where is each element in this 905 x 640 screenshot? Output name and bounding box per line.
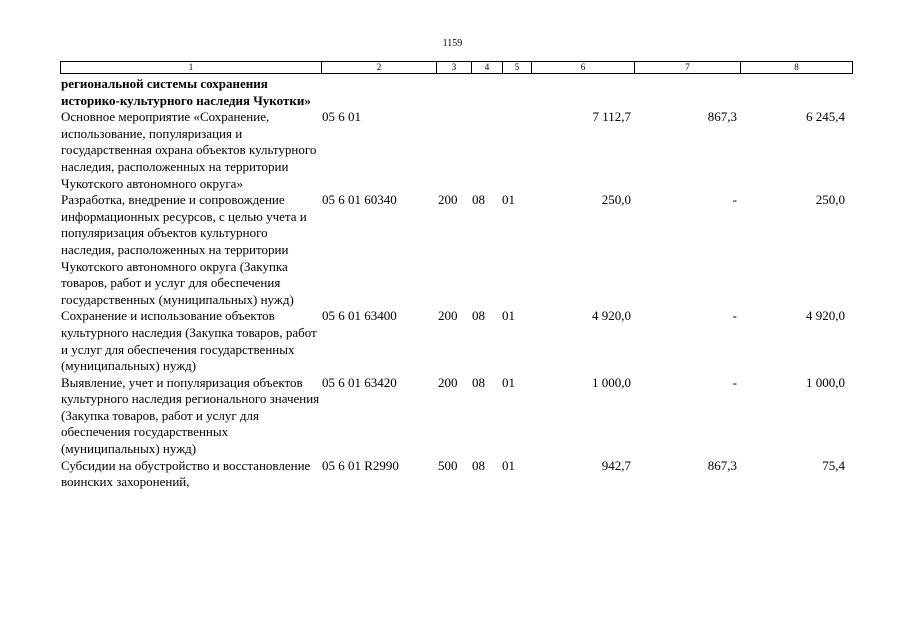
row-col-3: 200 bbox=[438, 192, 458, 208]
row-value-6: 7 112,7 bbox=[592, 109, 631, 125]
row-col-4: 08 bbox=[472, 457, 485, 473]
row-col-3: 500 bbox=[438, 457, 458, 473]
row-code: 05 6 01 bbox=[322, 109, 361, 125]
header-col-1: 1 bbox=[61, 62, 322, 73]
table-row bbox=[0, 308, 905, 374]
row-col-3: 200 bbox=[438, 308, 458, 324]
table-row bbox=[0, 109, 905, 192]
row-col-5: 01 bbox=[502, 374, 515, 390]
row-code: 05 6 01 60340 bbox=[322, 192, 397, 208]
page-number: 1159 bbox=[442, 38, 463, 49]
header-col-6: 6 bbox=[532, 62, 635, 73]
row-col-5: 01 bbox=[502, 192, 515, 208]
row-name: Основное мероприятие «Сохранение, использование, популяризация и государственная охрана объектов культурного наследия, расположенных на территории Чукотского автономного округа» bbox=[61, 109, 317, 191]
row-value-7: - bbox=[732, 192, 737, 208]
row-value-7: 867,3 bbox=[707, 457, 737, 473]
table-row bbox=[0, 76, 905, 109]
row-col-4: 08 bbox=[472, 374, 485, 390]
row-col-5: 01 bbox=[502, 308, 515, 324]
row-value-7: 867,3 bbox=[707, 109, 737, 125]
header-col-2: 2 bbox=[322, 62, 437, 73]
row-value-8: 4 920,0 bbox=[806, 308, 845, 324]
header-col-4: 4 bbox=[472, 62, 503, 73]
row-value-6: 4 920,0 bbox=[592, 308, 631, 324]
row-col-5: 01 bbox=[502, 457, 515, 473]
row-col-4: 08 bbox=[472, 308, 485, 324]
row-value-7: - bbox=[732, 374, 737, 390]
row-code: 05 6 01 63420 bbox=[322, 374, 397, 390]
table-row bbox=[0, 375, 905, 458]
row-value-6: 250,0 bbox=[601, 192, 631, 208]
row-value-6: 942,7 bbox=[601, 457, 631, 473]
header-col-7: 7 bbox=[635, 62, 741, 73]
table-body bbox=[0, 76, 905, 491]
row-col-3: 200 bbox=[438, 374, 458, 390]
row-value-8: 250,0 bbox=[815, 192, 845, 208]
row-value-6: 1 000,0 bbox=[592, 374, 631, 390]
row-name: Сохранение и использование объектов культурного наследия (Закупка товаров, работ и услуг для обеспечения государственных (муниципальных) нужд) bbox=[61, 308, 317, 374]
table-row bbox=[0, 458, 905, 491]
row-name: Субсидии на обустройство и восстановление воинских захоронений, bbox=[61, 457, 311, 490]
row-value-8: 1 000,0 bbox=[806, 374, 845, 390]
header-col-8: 8 bbox=[794, 62, 799, 72]
row-value-8: 6 245,4 bbox=[806, 109, 845, 125]
row-code: 05 6 01 63400 bbox=[322, 308, 397, 324]
header-col-3: 3 bbox=[437, 62, 472, 73]
header-col-5: 5 bbox=[503, 62, 532, 73]
row-value-8: 75,4 bbox=[822, 457, 845, 473]
row-col-4: 08 bbox=[472, 192, 485, 208]
row-name: Разработка, внедрение и сопровождение информационных ресурсов, с целью учета и популяризация объектов культурного наследия, расположенных на территории Чукотского автономного округа (Закупка товаров, работ и услуг для обеспечения государственных (муниципальных) нужд) bbox=[61, 192, 307, 307]
table-row bbox=[0, 192, 905, 308]
row-code: 05 6 01 R2990 bbox=[322, 457, 399, 473]
row-name: региональной системы сохранения историко-культурного наследия Чукотки» bbox=[61, 76, 311, 108]
row-name: Выявление, учет и популяризация объектов культурного наследия регионального значения (Закупка товаров, работ и услуг для обеспечения государственных (муниципальных) нужд) bbox=[61, 374, 320, 457]
row-value-7: - bbox=[732, 308, 737, 324]
table-header bbox=[60, 61, 853, 74]
